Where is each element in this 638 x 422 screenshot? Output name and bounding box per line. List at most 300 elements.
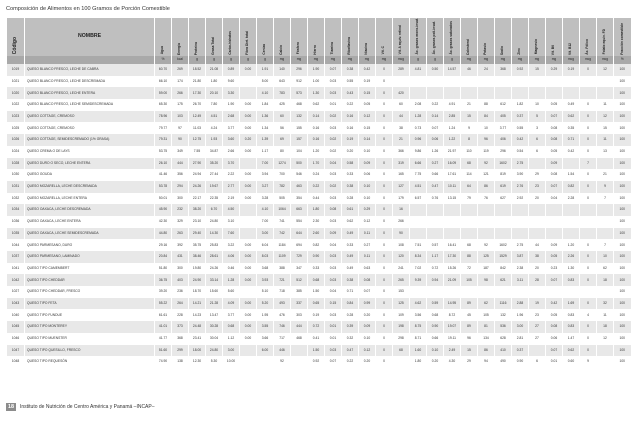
food-name: QUESO CREMA O DE LAYS — [25, 146, 155, 158]
table-cell: 0.06 — [359, 169, 376, 181]
table-cell: 0.22 — [308, 181, 325, 193]
table-cell: 0.16 — [342, 111, 359, 123]
table-cell: 388 — [274, 263, 291, 275]
table-cell: 7.60 — [223, 228, 240, 240]
table-cell: 0.33 — [342, 169, 359, 181]
table-cell: 0.06 — [546, 333, 563, 345]
table-cell: 0.20 — [427, 356, 444, 368]
table-cell — [529, 76, 546, 88]
table-cell: 512 — [291, 274, 308, 286]
food-name: QUESO TIPO CAMEMBERT — [25, 263, 155, 275]
table-cell: 0.49 — [342, 263, 359, 275]
table-cell — [546, 87, 563, 99]
table-cell: 7.75 — [410, 169, 427, 181]
table-cell: 265 — [393, 274, 410, 286]
table-cell — [563, 158, 580, 170]
table-cell: 92 — [274, 356, 291, 368]
table-cell: 24.80 — [206, 216, 223, 228]
table-cell: 12.75 — [189, 134, 206, 146]
table-cell: 9 — [597, 181, 614, 193]
table-cell: 0 — [376, 204, 393, 216]
table-cell: 179 — [393, 193, 410, 205]
table-cell: 0.29 — [359, 204, 376, 216]
table-cell: 0.01 — [325, 333, 342, 345]
food-code: 1036 — [7, 216, 25, 228]
table-cell: 121 — [478, 169, 495, 181]
food-code: 1022 — [7, 99, 25, 111]
table-cell — [546, 216, 563, 228]
food-name: QUESO TIPO QUESILLO, FRESCO — [25, 345, 155, 357]
table-cell: 0.00 — [240, 309, 257, 321]
table-cell: 0.23 — [546, 263, 563, 275]
table-cell: 100 — [614, 345, 631, 357]
table-cell: 298 — [393, 333, 410, 345]
table-row — [7, 251, 631, 263]
unit-cell: g — [444, 56, 461, 64]
table-cell: 0.55 — [342, 76, 359, 88]
food-code: 1035 — [7, 228, 25, 240]
table-row — [7, 146, 631, 158]
table-cell: 0 — [376, 64, 393, 76]
table-row — [7, 356, 631, 368]
table-cell: 155 — [291, 122, 308, 134]
page-title: Composición de Alimentos en 100 Gramos de Porción Comestible — [6, 6, 170, 12]
table-cell: 717 — [274, 333, 291, 345]
table-cell: 0 — [376, 228, 393, 240]
table-cell: 0.49 — [342, 228, 359, 240]
table-cell: 7.00 — [257, 158, 274, 170]
table-cell: 0.09 — [325, 228, 342, 240]
table-cell: 490 — [495, 356, 512, 368]
table-cell: 4.06 — [223, 251, 240, 263]
table-cell: 21.08 — [206, 64, 223, 76]
table-cell: 0.28 — [342, 309, 359, 321]
table-cell — [478, 286, 495, 298]
table-cell: 4.91 — [444, 99, 461, 111]
table-cell: 0.08 — [546, 169, 563, 181]
table-cell: 100 — [614, 181, 631, 193]
table-cell: 3.90 — [512, 169, 529, 181]
table-cell: 7.02 — [410, 263, 427, 275]
table-cell: 0.19 — [563, 64, 580, 76]
table-cell: 694 — [291, 239, 308, 251]
table-cell — [427, 286, 444, 298]
table-row — [7, 228, 631, 240]
table-cell: 0.00 — [240, 239, 257, 251]
table-cell: 8.72 — [444, 309, 461, 321]
table-cell: 0.60 — [563, 356, 580, 368]
table-cell: 1116 — [495, 298, 512, 310]
table-cell: 30.04 — [206, 333, 223, 345]
table-cell: 0.73 — [410, 122, 427, 134]
table-cell: 4.50 — [223, 204, 240, 216]
table-cell: 385 — [291, 286, 308, 298]
table-cell — [461, 87, 478, 99]
table-cell: 0.07 — [325, 356, 342, 368]
table-cell: 14.95 — [444, 298, 461, 310]
table-cell: 0.00 — [240, 181, 257, 193]
table-cell: 59.00 — [155, 87, 172, 99]
table-cell: 35.75 — [189, 239, 206, 251]
table-cell: 2.75 — [512, 239, 529, 251]
table-cell: 24.26 — [206, 263, 223, 275]
table-cell: 0.04 — [325, 286, 342, 298]
table-cell: 2.66 — [223, 146, 240, 158]
table-cell: 505 — [274, 193, 291, 205]
table-cell: 0.03 — [325, 345, 342, 357]
table-cell: 29.16 — [155, 239, 172, 251]
table-cell: 10 — [597, 251, 614, 263]
table-cell — [597, 228, 614, 240]
table-cell: 0 — [376, 99, 393, 111]
table-cell: 319 — [393, 158, 410, 170]
table-cell: 19.11 — [444, 333, 461, 345]
table-cell: 406 — [495, 134, 512, 146]
table-cell: 132 — [291, 111, 308, 123]
table-cell: 108 — [393, 239, 410, 251]
unit-cell: mg — [308, 56, 325, 64]
column-header: Ceniza — [257, 18, 274, 56]
table-cell: 79.77 — [155, 122, 172, 134]
table-cell — [580, 228, 597, 240]
table-cell: 12 — [597, 333, 614, 345]
table-cell: 573 — [291, 87, 308, 99]
table-cell: 289 — [393, 64, 410, 76]
table-cell — [461, 286, 478, 298]
column-header: Magnesio — [529, 18, 546, 56]
table-cell: 5.00 — [257, 76, 274, 88]
table-cell — [240, 356, 257, 368]
table-cell: 1602 — [495, 158, 512, 170]
table-cell: 0.82 — [308, 239, 325, 251]
table-cell: 356 — [172, 169, 189, 181]
table-cell: 10.11 — [444, 181, 461, 193]
table-cell — [529, 87, 546, 99]
table-cell: 76 — [478, 193, 495, 205]
table-cell — [410, 216, 427, 228]
table-cell: 0.09 — [359, 321, 376, 333]
table-cell: 347 — [291, 263, 308, 275]
table-cell: 0.01 — [325, 99, 342, 111]
table-cell: 3.27 — [257, 181, 274, 193]
unit-cell: mg — [461, 56, 478, 64]
food-name: QUESO PARMESANO, DURO — [25, 239, 155, 251]
table-cell: 0.10 — [359, 333, 376, 345]
table-cell: 0.00 — [240, 251, 257, 263]
table-cell: 0.03 — [325, 251, 342, 263]
table-cell: 13 — [597, 146, 614, 158]
table-row — [7, 216, 631, 228]
table-cell: 266 — [172, 87, 189, 99]
column-header: Niacina — [359, 18, 376, 56]
table-cell: 0.06 — [427, 134, 444, 146]
table-cell: 0.90 — [427, 321, 444, 333]
table-cell: 15 — [597, 122, 614, 134]
table-cell — [427, 87, 444, 99]
table-cell: 15 — [461, 345, 478, 357]
table-cell — [495, 286, 512, 298]
table-cell: 0.99 — [359, 298, 376, 310]
table-cell: 29 — [461, 356, 478, 368]
table-cell: 0 — [580, 64, 597, 76]
table-cell: 20.10 — [206, 87, 223, 99]
column-header: Carbo-hidratos — [223, 18, 240, 56]
column-header: Zinc — [512, 18, 529, 56]
table-cell: 105 — [478, 309, 495, 321]
unit-cell: mg — [342, 56, 359, 64]
table-cell — [240, 286, 257, 298]
table-cell: 0.27 — [359, 239, 376, 251]
table-cell — [597, 76, 614, 88]
table-cell: 64 — [461, 181, 478, 193]
table-cell: 0.57 — [427, 239, 444, 251]
table-cell: 23 — [529, 309, 546, 321]
column-header: Colesterol — [461, 18, 478, 56]
unit-cell: mcg — [563, 56, 580, 64]
unit-cell: mcg — [393, 56, 410, 64]
table-cell — [410, 76, 427, 88]
table-cell: 0.71 — [563, 134, 580, 146]
table-cell: 0.38 — [342, 64, 359, 76]
table-cell: 0.68 — [427, 309, 444, 321]
table-cell: 368 — [172, 333, 189, 345]
table-cell — [580, 216, 597, 228]
table-cell: 65.30 — [155, 99, 172, 111]
table-cell: 44.80 — [155, 228, 172, 240]
table-cell: 100 — [614, 204, 631, 216]
food-name: QUESO TIPO REQUESÓN — [25, 356, 155, 368]
table-cell: 468 — [291, 333, 308, 345]
table-cell — [512, 286, 529, 298]
table-cell: 36.75 — [155, 274, 172, 286]
table-cell: 536 — [495, 321, 512, 333]
table-cell: 0.08 — [325, 204, 342, 216]
column-header: Vit. B12 — [563, 18, 580, 56]
table-cell: 0.05 — [546, 146, 563, 158]
table-cell: 0.62 — [342, 216, 359, 228]
table-cell: 6.04 — [257, 239, 274, 251]
table-cell: 0.43 — [342, 87, 359, 99]
food-name: QUESO TIPO MUENSTER — [25, 333, 155, 345]
table-cell: 100 — [614, 169, 631, 181]
table-cell — [512, 216, 529, 228]
table-cell: 643 — [274, 76, 291, 88]
table-cell: 7 — [597, 193, 614, 205]
table-cell: 60 — [274, 111, 291, 123]
table-cell: 368 — [495, 64, 512, 76]
table-cell: 3.77 — [223, 122, 240, 134]
food-name: QUESO OAXACA, LECHE SEMIDESCREMADA — [25, 228, 155, 240]
table-cell — [257, 356, 274, 368]
table-cell: 45.90 — [155, 204, 172, 216]
table-cell: 6.70 — [206, 204, 223, 216]
table-cell: 19.07 — [444, 321, 461, 333]
table-cell: 84 — [478, 111, 495, 123]
table-cell: 0.00 — [240, 64, 257, 76]
table-cell: 241 — [393, 263, 410, 275]
table-cell: 1.54 — [563, 169, 580, 181]
table-cell: 174 — [172, 76, 189, 88]
table-cell: 463 — [291, 181, 308, 193]
table-cell: 0.02 — [325, 146, 342, 158]
table-cell: 100 — [614, 321, 631, 333]
column-header: Sodio — [495, 18, 512, 56]
table-cell: 628 — [495, 333, 512, 345]
table-cell: 0.27 — [427, 158, 444, 170]
food-name: QUESO DURO O SECO, LECHE ENTERA — [25, 158, 155, 170]
table-cell: 0.02 — [325, 111, 342, 123]
table-cell: 228 — [172, 309, 189, 321]
table-header-row — [7, 18, 631, 56]
table-cell: 0.68 — [308, 274, 325, 286]
table-cell: 0.01 — [546, 356, 563, 368]
table-cell: 100 — [614, 76, 631, 88]
table-cell: 12.49 — [189, 111, 206, 123]
table-cell: 0.72 — [308, 321, 325, 333]
table-cell: 9 — [461, 122, 478, 134]
table-cell: 0.42 — [546, 298, 563, 310]
table-cell: 0 — [580, 146, 597, 158]
page-footer — [6, 400, 155, 413]
table-cell: 2.76 — [512, 181, 529, 193]
food-code: 1034 — [7, 204, 25, 216]
table-cell: 9.39 — [410, 274, 427, 286]
table-cell: 19.67 — [206, 181, 223, 193]
table-cell: 30.28 — [206, 321, 223, 333]
table-cell: 8 — [461, 134, 478, 146]
table-cell — [291, 356, 308, 368]
table-cell: 0.09 — [359, 158, 376, 170]
table-cell: 1.39 — [257, 134, 274, 146]
table-cell: 0.66 — [427, 169, 444, 181]
table-cell: 29 — [529, 169, 546, 181]
table-cell — [563, 216, 580, 228]
table-cell: 100 — [614, 333, 631, 345]
table-cell — [240, 87, 257, 99]
table-cell: 0.07 — [546, 345, 563, 357]
table-cell: 21 — [597, 169, 614, 181]
table-cell: 175 — [172, 99, 189, 111]
food-code: 1046 — [7, 333, 25, 345]
table-row — [7, 204, 631, 216]
food-code: 1020 — [7, 87, 25, 99]
table-row — [7, 122, 631, 134]
table-cell: 444 — [172, 158, 189, 170]
table-cell: 1.17 — [427, 251, 444, 263]
unit-cell: % — [614, 56, 631, 64]
table-cell: 0 — [376, 321, 393, 333]
unit-cell: mg — [529, 56, 546, 64]
unit-cell: mg — [512, 56, 529, 64]
table-cell: 11 — [597, 134, 614, 146]
food-code: 1021 — [7, 76, 25, 88]
footer-text: Instituto de Nutrición de Centro América y Panamá –INCAP– — [20, 403, 155, 410]
table-cell: 34.87 — [206, 146, 223, 158]
table-cell: 3.77 — [495, 122, 512, 134]
table-cell: 8.34 — [410, 251, 427, 263]
table-cell: 729 — [291, 251, 308, 263]
column-header: Código — [7, 18, 25, 56]
table-cell: 17.30 — [189, 87, 206, 99]
table-cell: 3.00 — [257, 228, 274, 240]
table-cell — [478, 76, 495, 88]
table-cell: 3.55 — [257, 321, 274, 333]
table-cell: 0.00 — [240, 111, 257, 123]
food-code: 1048 — [7, 356, 25, 368]
table-cell: 0.03 — [325, 309, 342, 321]
table-cell: 1529 — [495, 251, 512, 263]
table-cell: 266 — [393, 216, 410, 228]
table-cell: 0.14 — [427, 111, 444, 123]
table-cell: 0.16 — [342, 122, 359, 134]
unit-cell: mcg — [597, 56, 614, 64]
table-cell: 0.08 — [359, 274, 376, 286]
table-cell: 198 — [393, 321, 410, 333]
unit-cell: mcg — [580, 56, 597, 64]
table-cell: 0.04 — [325, 239, 342, 251]
table-cell — [546, 76, 563, 88]
table-cell: 3.00 — [223, 345, 240, 357]
table-row — [7, 274, 631, 286]
unit-cell: mg — [495, 56, 512, 64]
table-cell: 165 — [393, 169, 410, 181]
table-cell: 1.28 — [410, 111, 427, 123]
unit-cell: mg — [291, 56, 308, 64]
table-cell: 0.62 — [308, 99, 325, 111]
table-cell: 8.03 — [257, 251, 274, 263]
table-cell: 446 — [274, 345, 291, 357]
table-cell: 18 — [597, 274, 614, 286]
table-cell: 0 — [580, 193, 597, 205]
table-cell — [495, 87, 512, 99]
table-cell: 44 — [393, 111, 410, 123]
column-header: Riboflavina — [342, 18, 359, 56]
table-cell: 24.80 — [206, 345, 223, 357]
table-cell: 96 — [478, 134, 495, 146]
table-cell: 21 — [393, 134, 410, 146]
table-cell: 11.03 — [189, 122, 206, 134]
table-cell: 60 — [393, 99, 410, 111]
table-cell: 69 — [274, 134, 291, 146]
table-cell: 3.94 — [257, 169, 274, 181]
unit-cell: % — [155, 56, 172, 64]
table-cell — [478, 87, 495, 99]
table-cell: 7 — [597, 239, 614, 251]
table-cell: 105 — [461, 274, 478, 286]
table-cell: 741 — [274, 216, 291, 228]
table-row — [7, 321, 631, 333]
table-cell: 39.20 — [155, 286, 172, 298]
table-cell: 1.80 — [206, 76, 223, 88]
table-cell: 349 — [172, 146, 189, 158]
table-cell: 0.47 — [427, 181, 444, 193]
table-cell: 0.22 — [342, 356, 359, 368]
food-code: 1025 — [7, 122, 25, 134]
table-cell: 8.71 — [410, 333, 427, 345]
table-cell — [461, 76, 478, 88]
table-cell — [478, 216, 495, 228]
table-cell: 0 — [376, 309, 393, 321]
table-cell: 24 — [478, 64, 495, 76]
unit-cell: mg — [376, 56, 393, 64]
table-cell: 1.30 — [563, 263, 580, 275]
table-cell — [529, 286, 546, 298]
unit-cell: g — [410, 56, 427, 64]
table-cell — [546, 228, 563, 240]
unit-cell: g — [223, 56, 240, 64]
table-cell: 0.04 — [546, 193, 563, 205]
table-cell: 4.24 — [206, 122, 223, 134]
